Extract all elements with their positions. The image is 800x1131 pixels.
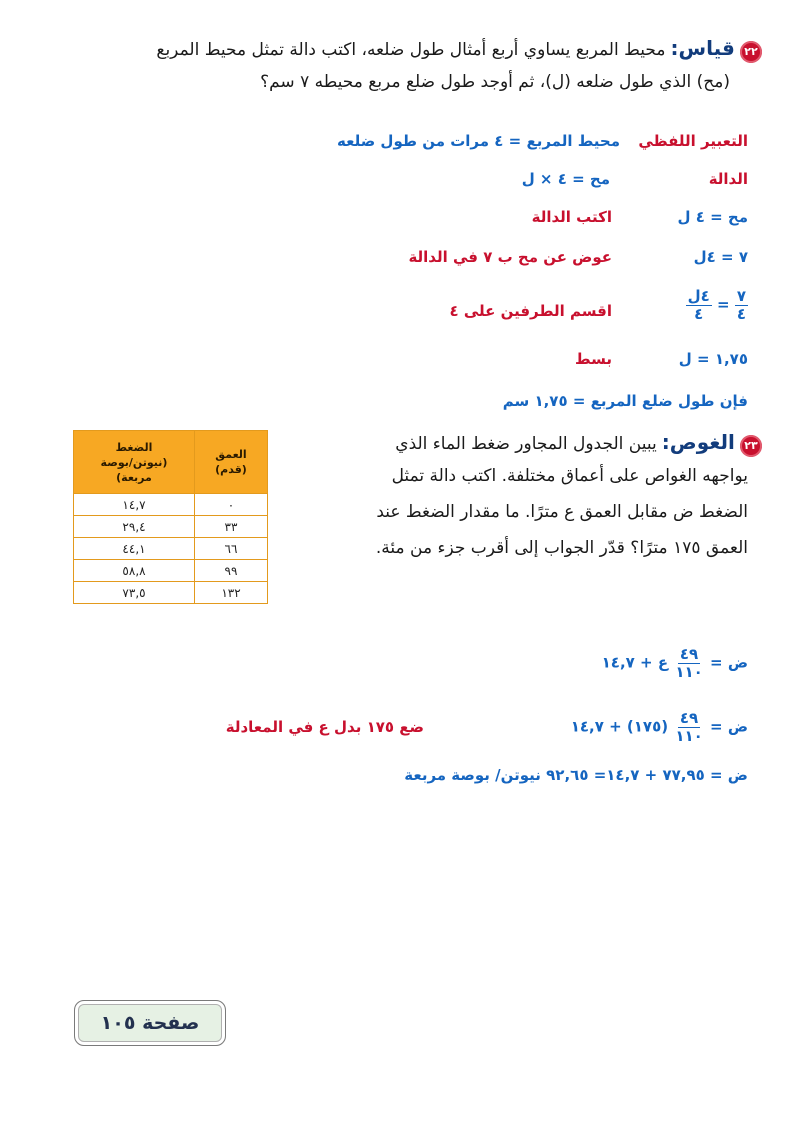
q22-step3-expr: [686, 288, 748, 322]
q23-text-line4: العمق ١٧٥ مترًا؟ قدّر الجواب إلى أقرب جزء من مئة.: [375, 538, 748, 558]
q22-text-line1: محيط المربع يساوي أربع أمثال طول ضلعه، اكتب دالة تمثل محيط المربع: [156, 40, 666, 60]
table-row: [74, 560, 268, 582]
q22-conclusion: فإن طول ضلع المربع = ١,٧٥ سم: [502, 392, 748, 410]
q23-eq2-lhs: ض =: [710, 717, 748, 736]
q22-step4-expr: ١,٧٥ = ل: [678, 350, 748, 368]
q22-step3-note: اقسم الطرفين على ٤: [449, 302, 612, 320]
table-cell-depth: ٦٦: [195, 538, 268, 560]
q23-eq1-lhs: ض =: [710, 653, 748, 672]
q23-eq1-fraction: $\frac{٤٩}{١١٠}$: [675, 645, 703, 681]
q22-line1: [156, 36, 762, 63]
q22-step3-lhs-fraction: $\frac{٧}{٤}$: [736, 287, 746, 323]
q23-eq2-fraction: $\frac{٤٩}{١١٠}$: [675, 709, 703, 745]
table-row: [74, 538, 268, 560]
table-cell-depth: ٩٩: [195, 560, 268, 582]
table-cell-depth: ٠: [195, 494, 268, 516]
q23-equation-2: [571, 710, 748, 744]
q22-verbal-label: التعبير اللفظي: [638, 132, 748, 150]
table-cell-pressure: ٢٩,٤: [74, 516, 195, 538]
q23-text-line1: يبين الجدول المجاور ضغط الماء الذي: [395, 434, 657, 454]
q23-number-badge: ٢٣: [740, 435, 762, 457]
table-row: [74, 494, 268, 516]
q22-function-label: الدالة: [708, 170, 748, 188]
table-row: [74, 516, 268, 538]
q22-step1-note: اكتب الدالة: [531, 208, 612, 226]
table-header-depth: العمق (قدم): [195, 431, 268, 494]
q23-eq1-rest: ع + ١٤,٧: [601, 653, 669, 672]
q23-eq2-rest: (١٧٥) + ١٤,٧: [570, 717, 669, 736]
q23-eq2-note: ضع ١٧٥ بدل ع في المعادلة: [225, 718, 424, 736]
table-cell-pressure: ٤٤,١: [74, 538, 195, 560]
table-cell-depth: ١٣٢: [195, 582, 268, 604]
q23-equation-3: ض = ٧٧,٩٥ + ١٤,٧= ٩٢,٦٥ نيوتن/ بوصة مربعة: [404, 766, 748, 784]
table-header-row: [74, 431, 268, 494]
q22-step4-note: بسط: [575, 350, 612, 368]
table-row: [74, 582, 268, 604]
q22-step2-note: عوض عن مح ب ٧ في الدالة: [408, 248, 612, 266]
q22-step3-rhs-fraction: $\frac{\text{٤ل}}{٤}$: [687, 287, 710, 323]
q22-step3-equals: =: [717, 295, 730, 314]
q23-data-table-wrapper: [73, 430, 268, 604]
table-cell-pressure: ٥٨,٨: [74, 560, 195, 582]
q22-number-badge: ٢٢: [740, 41, 762, 63]
table-header-pressure: الضغط (نيوتن/بوصة مربعة): [74, 431, 195, 494]
q23-equation-1: [602, 646, 748, 680]
q22-text-line2: (مح) الذي طول ضلعه (ل)، ثم أوجد طول ضلع مربع محيطه ٧ سم؟: [260, 72, 730, 92]
table-cell-depth: ٣٣: [195, 516, 268, 538]
q22-step1-expr: مح = ٤ ل: [677, 208, 748, 226]
q23-text-line2: يواجهه الغواص على أعماق مختلفة. اكتب دالة تمثل: [391, 466, 748, 486]
q23-title: الغوص:: [661, 430, 735, 454]
page-number-box: صفحة ١٠٥: [74, 1000, 226, 1046]
q22-function-expr: مح = ٤ × ل: [521, 170, 610, 188]
q23-data-table: [73, 430, 268, 604]
table-cell-pressure: ٧٣,٥: [74, 582, 195, 604]
table-cell-pressure: ١٤,٧: [74, 494, 195, 516]
q22-step2-expr: ٧ = ٤ل: [693, 248, 748, 266]
q23-line1: [395, 430, 762, 457]
q22-title: قياس:: [670, 36, 735, 60]
q23-text-line3: الضغط ض مقابل العمق ع مترًا. ما مقدار الضغط عند: [376, 502, 748, 522]
q22-verbal-text: محيط المربع = ٤ مرات من طول ضلعه: [337, 132, 620, 150]
